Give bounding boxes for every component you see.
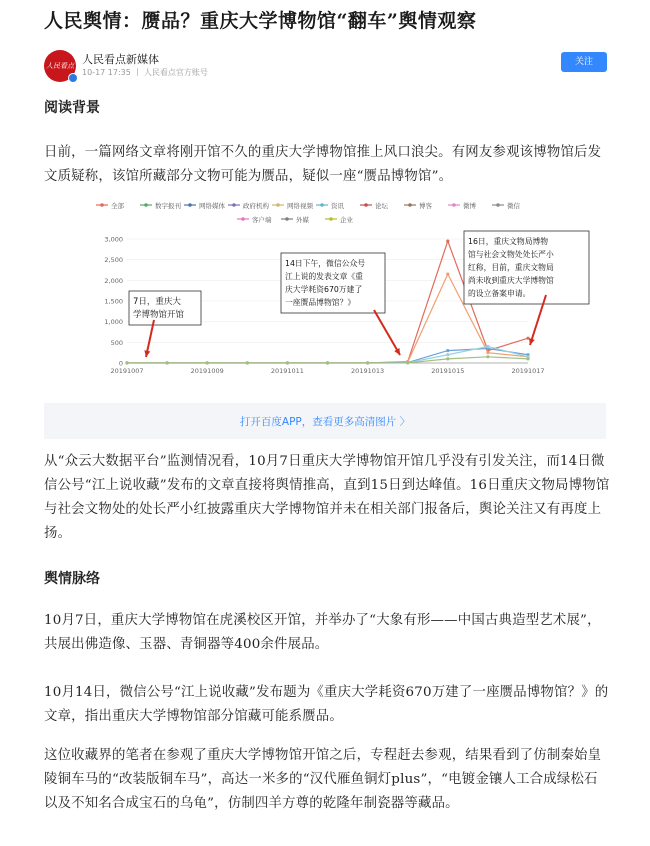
data-point <box>326 361 329 364</box>
y-tick-label: 0 <box>118 359 123 368</box>
data-point <box>166 361 169 364</box>
annotation-text: 7日，重庆大 <box>133 297 181 307</box>
follow-button[interactable]: 关注 <box>561 52 607 72</box>
open-app-banner[interactable]: 打开百度APP，查看更多高清图片 〉 <box>44 403 606 439</box>
y-tick-label: 2,000 <box>104 276 123 285</box>
data-point <box>125 361 128 364</box>
x-tick-label: 20191009 <box>190 367 224 375</box>
data-point <box>486 355 489 358</box>
data-point <box>486 351 489 354</box>
data-point <box>446 353 449 356</box>
legend-marker <box>452 203 456 207</box>
data-point <box>246 361 249 364</box>
legend-marker <box>276 203 280 207</box>
trend-line-chart <box>44 195 606 403</box>
data-point <box>486 345 489 348</box>
x-tick-label: 20191007 <box>110 367 144 375</box>
legend-label: 企业 <box>340 216 353 224</box>
paragraph-monitoring: 从“众云大数据平台”监测情况看，10月7日重庆大学博物馆开馆几乎没有引发关注，而14日微信公号“江上说收藏”发布的文章直接将舆情推高，直到15日到达峰值。16日重庆文物局博物馆与社会文物处的处长严小红披露重庆大学博物馆并未在相关部门报备后，舆论关注又有再度上扬。 <box>44 454 610 541</box>
legend-label: 全部 <box>111 202 124 210</box>
annotation-text: 14日下午，微信公众号 <box>285 259 366 268</box>
paragraph-collector: 这位收藏界的笔者在参观了重庆大学博物馆开馆之后，专程赶去参观，结果看到了仿制秦始皇陵铜车马的“改装版铜车马”，高达一米多的“汉代雁鱼铜灯plus”，“电镀金镶人工合成绿松石以及不知名合成宝石的乌龟”，仿制四羊方尊的乾隆年制瓷器等藏品。 <box>44 748 602 811</box>
data-point <box>446 349 449 352</box>
x-tick-label: 20191017 <box>511 367 545 375</box>
data-point <box>526 357 529 360</box>
paragraph-intro: 日前，一篇网络文章将刚开馆不久的重庆大学博物馆推上风口浪尖。有网友参观该博物馆后发文质疑称，该馆所藏部分文物可能为赝品，疑似一座“赝品博物馆”。 <box>44 145 602 184</box>
annotation-text: 的设立备案申请。 <box>468 289 531 298</box>
author-meta: 10-17 17:35 丨 人民看点官方账号 <box>82 68 208 77</box>
section-heading-background: 阅读背景 <box>44 100 100 116</box>
legend-label: 微信 <box>507 202 520 210</box>
author-name[interactable]: 人民看点新媒体 <box>82 53 159 66</box>
y-tick-label: 1,500 <box>104 297 123 306</box>
data-point <box>406 361 409 364</box>
legend-marker <box>329 217 333 221</box>
paragraph-oct7: 10月7日，重庆大学博物馆在虎溪校区开馆，并举办了“大象有形——中国古典造型艺术展”，共展出佛造像、玉器、青铜器等400余件展品。 <box>44 613 601 652</box>
legend-marker <box>232 203 236 207</box>
annotation-arrow <box>374 310 400 355</box>
verified-badge-icon <box>68 73 78 83</box>
author-avatar[interactable]: 人民看点 <box>44 50 76 82</box>
annotation-text: 学博物馆开馆 <box>133 310 185 320</box>
legend-label: 外媒 <box>296 216 309 224</box>
legend-label: 网络媒体 <box>199 202 225 210</box>
data-point <box>446 239 449 242</box>
legend-label: 博客 <box>419 202 432 210</box>
x-tick-label: 20191013 <box>351 367 385 375</box>
legend-marker <box>496 203 500 207</box>
legend-marker <box>320 203 324 207</box>
data-point <box>206 361 209 364</box>
data-point <box>286 361 289 364</box>
legend-label: 政府机构 <box>243 202 269 210</box>
y-tick-label: 2,500 <box>104 256 123 265</box>
legend-marker <box>188 203 192 207</box>
legend-marker <box>364 203 368 207</box>
legend-label: 客户端 <box>252 216 272 224</box>
paragraph-oct14: 10月14日，微信公号“江上说收藏”发布题为《重庆大学耗资670万建了一座赝品博物馆？》的文章，指出重庆大学博物馆部分馆藏可能系赝品。 <box>44 685 609 724</box>
x-tick-label: 20191015 <box>431 367 465 375</box>
annotation-text: 尚未收到重庆大学博物馆 <box>468 276 554 285</box>
annotation-text: 红称，目前，重庆文物局 <box>468 263 554 272</box>
legend-marker <box>241 217 245 221</box>
legend-label: 数字报刊 <box>155 202 181 210</box>
author-row <box>44 50 607 82</box>
annotation-text: 16日，重庆文物局博物 <box>468 237 549 246</box>
data-point <box>446 357 449 360</box>
y-tick-label: 3,000 <box>104 235 123 244</box>
x-tick-label: 20191011 <box>270 367 304 375</box>
legend-marker <box>285 217 289 221</box>
annotation-arrowhead <box>529 338 535 345</box>
annotation-text: 一座赝品博物馆？》 <box>285 298 356 307</box>
chart-image <box>44 195 606 439</box>
section-heading-timeline: 舆情脉络 <box>44 571 100 587</box>
annotation-text: 馆与社会文物处处长严小 <box>468 250 554 259</box>
legend-label: 网络视频 <box>287 202 313 210</box>
legend-marker <box>100 203 104 207</box>
legend-marker <box>144 203 148 207</box>
y-tick-label: 1,000 <box>104 318 123 327</box>
legend-label: 微博 <box>463 202 476 210</box>
y-tick-label: 500 <box>110 338 123 347</box>
data-point <box>446 273 449 276</box>
legend-label: 论坛 <box>375 202 388 210</box>
data-point <box>366 361 369 364</box>
legend-label: 资讯 <box>331 202 344 210</box>
legend-marker <box>408 203 412 207</box>
series-line <box>127 346 528 363</box>
annotation-text: 江上说的发表文章《重 <box>285 272 363 281</box>
article-title: 人民舆情：赝品？重庆大学博物馆“翻车”舆情观察 <box>44 10 477 32</box>
annotation-text: 庆大学耗资670万建了 <box>285 285 363 294</box>
